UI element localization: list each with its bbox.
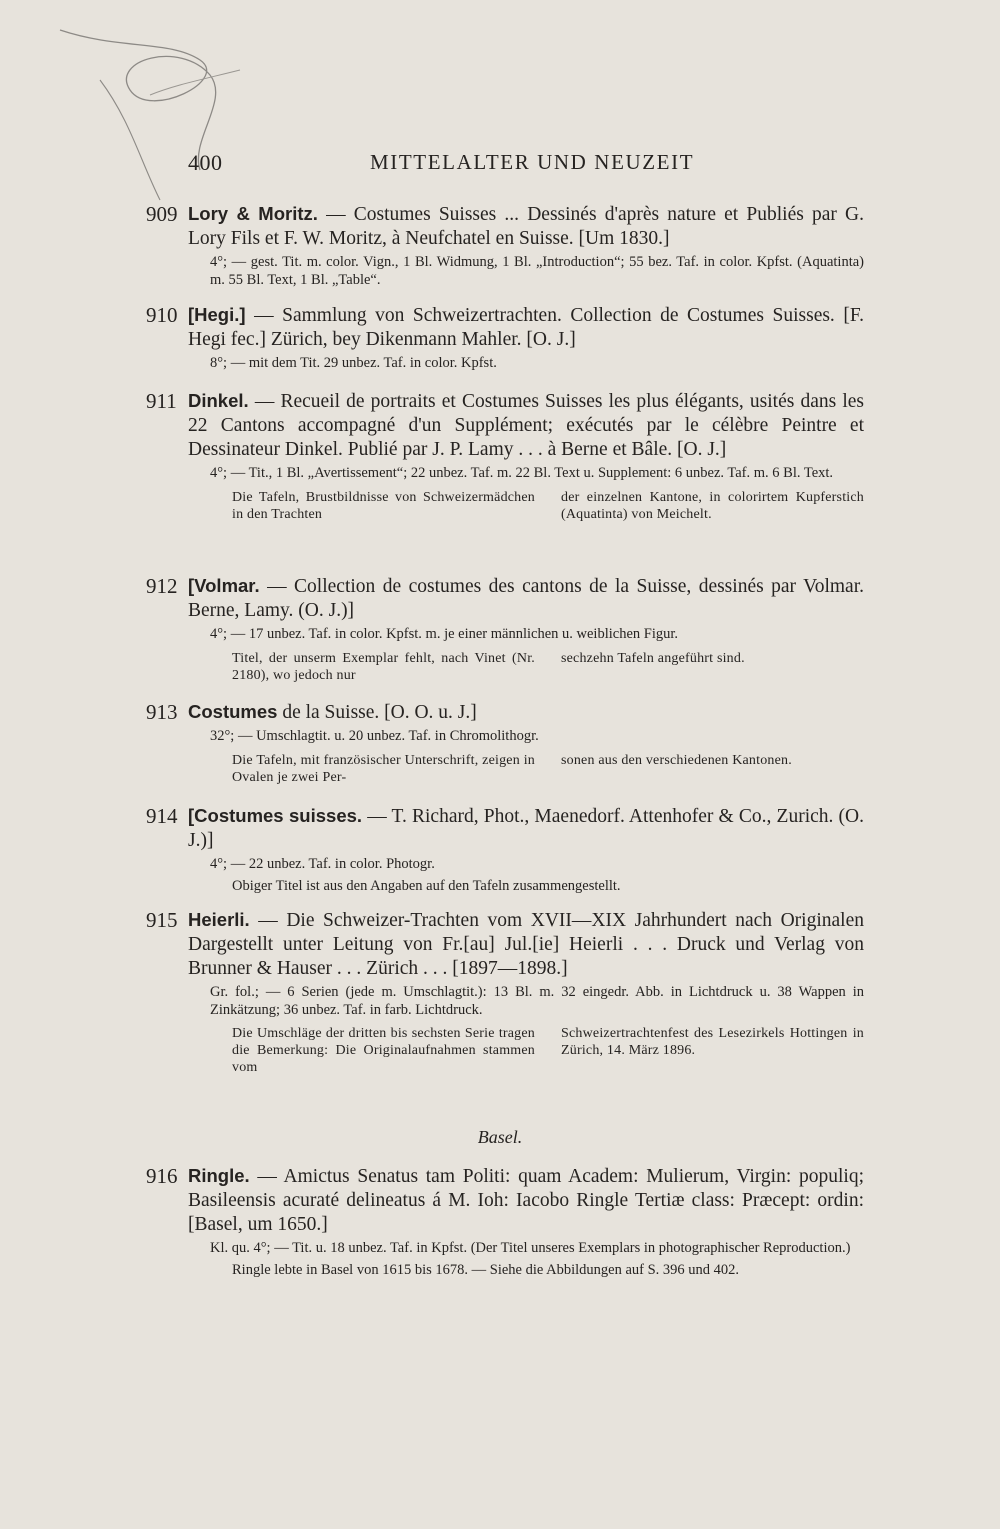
note-right: sechzehn Tafeln angeführt sind.	[561, 650, 745, 666]
entry-title	[188, 202, 864, 251]
note-right: sonen aus den verschiedenen Kantonen.	[561, 752, 792, 768]
entry-910	[146, 303, 864, 373]
entry-collation: 4°; — Tit., 1 Bl. „Avertissement“; 22 unbez. Taf. m. 22 Bl. Text u. Supplement: 6 unbez. Taf. m. 6 Bl. Text.	[210, 465, 834, 481]
entry-912	[146, 574, 864, 684]
entry-note	[232, 650, 864, 684]
entry-note	[232, 752, 864, 786]
note-left: Titel, der unserm Exemplar fehlt, nach Vinet (Nr. 2180), wo jedoch nur	[232, 650, 535, 683]
entry-title	[188, 303, 864, 352]
entry-collation: 8°; — mit dem Tit. 29 unbez. Taf. in color. Kpfst.	[210, 355, 497, 371]
entry-note: Ringle lebte in Basel von 1615 bis 1678. — Siehe die Abbildungen auf S. 396 und 402.	[232, 1261, 740, 1278]
entry-note	[232, 1025, 864, 1076]
pencil-scribble	[0, 0, 320, 220]
entry-number: 916	[146, 1164, 178, 1188]
entry-text: — Amictus Senatus tam Politi: quam Academ: Mulierum, Virgin: populiq; Basileensis acuraté delineatus á M. Ioh: Iacobo Ringle Tertiæ class: Præcept: ordin: [Basel, um 1650.]	[188, 1166, 864, 1235]
entry-author: Heierli.	[188, 909, 250, 930]
entry-author: Ringle.	[188, 1165, 250, 1186]
entry-title	[188, 1164, 864, 1237]
section-heading: Basel.	[477, 1127, 523, 1147]
note-right: der einzelnen Kantone, in colorirtem Kupferstich (Aquatinta) von Meichelt.	[561, 489, 864, 522]
entry-text: — T. Richard, Phot., Maenedorf. Attenhofer & Co., Zurich. (O. J.)]	[188, 806, 864, 851]
note-left: Die Umschläge der dritten bis sechsten Serie tragen die Bemerkung: Die Originalaufnahmen stammen vom	[232, 1026, 535, 1075]
entry-913	[146, 700, 864, 786]
entry-text: — Sammlung von Schweizertrachten. Collection de Costumes Suisses. [F. Hegi fec.] Zürich, bey Dikenmann Mahler. [O. J.]	[188, 305, 864, 350]
entry-title	[188, 389, 864, 462]
entry-author: Costumes	[188, 701, 278, 722]
note-left: Die Tafeln, Brustbildnisse von Schweizermädchen in den Trachten	[232, 489, 535, 522]
entry-collation: Kl. qu. 4°; — Tit. u. 18 unbez. Taf. in Kpfst. (Der Titel unseres Exemplars in photographischer Reproduction.)	[210, 1240, 851, 1256]
entry-text: de la Suisse. [O. O. u. J.]	[282, 702, 477, 723]
entry-title	[188, 804, 864, 853]
entry-author: [Volmar.	[188, 575, 260, 596]
entry-number: 909	[146, 202, 178, 226]
entry-914	[146, 804, 864, 895]
entry-text: — Recueil de portraits et Costumes Suisses les plus élégants, usités dans les 22 Cantons accompagné d'un Supplément; exécutés par le célèbre Peintre et Dessinateur Dinkel. Publié par J. P. Lamy . . . à Berne et Bâle. [O. J.]	[188, 391, 865, 460]
entry-collation: 4°; — 17 unbez. Taf. in color. Kpfst. m. je einer männlichen u. weiblichen Figur.	[210, 626, 679, 642]
entry-number: 910	[146, 303, 178, 327]
note-right: Schweizertrachtenfest des Lesezirkels Hottingen in Zürich, 14. März 1896.	[561, 1026, 864, 1058]
entry-title	[188, 908, 864, 981]
entry-title	[188, 574, 864, 623]
entry-number: 913	[146, 700, 178, 724]
entry-title	[188, 700, 864, 725]
entry-collation: 4°; — 22 unbez. Taf. in color. Photogr.	[210, 856, 435, 872]
entry-915	[146, 908, 864, 1076]
entry-author: Dinkel.	[188, 390, 249, 411]
entry-number: 915	[146, 908, 178, 932]
entry-number: 914	[146, 804, 178, 828]
entry-collation: 32°; — Umschlagtit. u. 20 unbez. Taf. in Chromolithogr.	[210, 728, 539, 744]
entry-text: — Costumes Suisses ... Dessinés d'après nature et Publiés par G. Lory Fils et F. W. Moritz, à Neufchatel en Suisse. [Um 1830.]	[188, 204, 864, 249]
entry-number: 912	[146, 574, 178, 598]
entry-collation: 4°; — gest. Tit. m. color. Vign., 1 Bl. Widmung, 1 Bl. „Introduction“; 55 bez. Taf. in color. Kpfst. (Aquatinta) m. 55 Bl. Text, 1 Bl. „Table“.	[210, 254, 864, 288]
entry-author: [Hegi.]	[188, 304, 246, 325]
running-title: MITTELALTER UND NEUZEIT	[370, 150, 695, 174]
entry-note	[232, 489, 864, 523]
entry-911	[146, 389, 864, 523]
entry-text: — Collection de costumes des cantons de la Suisse, dessinés par Volmar. Berne, Lamy. (O. J.)]	[188, 576, 865, 621]
entry-909	[146, 202, 864, 289]
note-left: Die Tafeln, mit französischer Unterschrift, zeigen in Ovalen je zwei Per-	[232, 752, 535, 785]
page-number: 400	[188, 150, 223, 175]
entry-author: [Costumes suisses.	[188, 805, 363, 826]
entry-916	[146, 1164, 864, 1279]
entry-note: Obiger Titel ist aus den Angaben auf den Tafeln zusammengestellt.	[232, 877, 621, 894]
entry-collation: Gr. fol.; — 6 Serien (jede m. Umschlagtit.): 13 Bl. m. 32 eingedr. Abb. in Lichtdruck u. 38 Wappen in Zinkätzung; 36 unbez. Taf. in farb. Lichtdruck.	[210, 984, 864, 1018]
entry-author: Lory & Moritz.	[188, 203, 318, 224]
entry-number: 911	[146, 389, 177, 413]
entry-text: — Die Schweizer-Trachten vom XVII—XIX Jahrhundert nach Originalen Dargestellt unter Leitung von Fr.[au] Jul.[ie] Heierli . . . Druck und Verlag von Brunner & Hauser . . . Zürich . . . [1897—1898.]	[188, 910, 864, 979]
